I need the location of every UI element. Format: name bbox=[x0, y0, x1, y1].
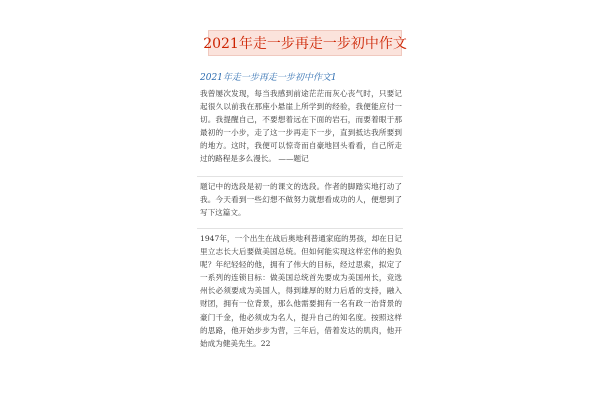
title-banner bbox=[203, 30, 407, 56]
document-title: 2021年走一步再走一步初中作文 bbox=[203, 36, 407, 52]
section-heading: 2021年走一步再走一步初中作文1 bbox=[200, 73, 337, 83]
paragraph-divider bbox=[197, 176, 403, 177]
paragraph-story: 1947年，一个出生在战后奥地利普通家庭的男孩，却在日记里立志长大后要做美国总统。但如何能实现这样宏伟的抱负呢？年纪轻轻的他，拥有了伟大的目标，经过思索，拟定了一系列的连锁目标：做美国总统首先要成为美国州长，竞选州长必须要成为美国人，得到雄厚的财力后盾的支持，融入财团，拥有一位背景，那么他需要拥有一名有政一治背景的豪门千金，他必须成为名人，提升自己的知名度。按照这样的思路，他开始步步为营，三年后，借着发达的肌肉，他开始成为健美先生。22 bbox=[200, 234, 402, 348]
paragraph-divider bbox=[197, 228, 403, 229]
paragraph-epigraph: 我曾屡次发现，每当我感到前途茫茫而灰心丧气时，只要记起很久以前我在那座小悬崖上所学到的经验，我便能应付一切。我提醒自己，不要想着远在下面的岩石，而要着眼于那最初的一小步，走了这一步再走下一步，直到抵达我所要到的地方。这时，我便可以惊奇而自豪地回头看看，自己所走过的路程是多么漫长。 ——题记 bbox=[200, 89, 402, 164]
paragraph-intro: 题记中的选段是初一的课文的选段。作者的脚踏实地打动了我。今天看到一些幻想不做努力就想看成功的人，便想到了写下这篇文。 bbox=[200, 182, 402, 218]
